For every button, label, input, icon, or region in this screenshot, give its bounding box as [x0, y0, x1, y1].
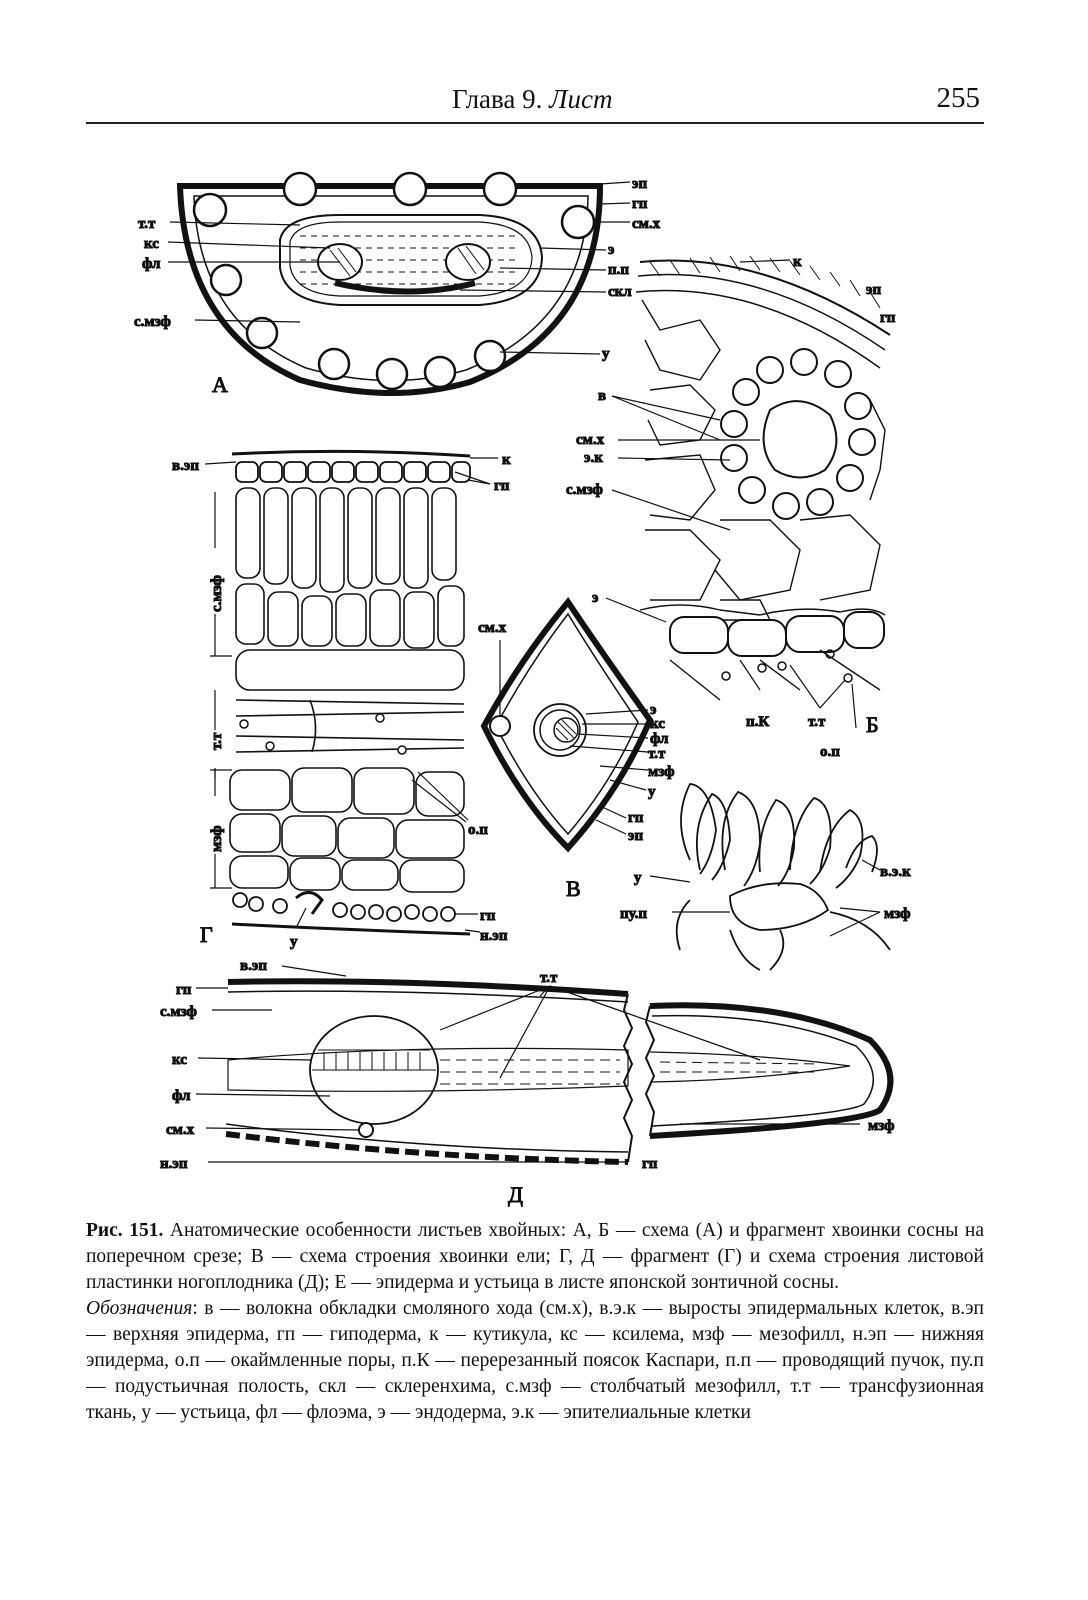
label-b-k: к [793, 254, 802, 270]
label-d-fl: фл [172, 1088, 191, 1104]
panel-label-g: Г [200, 922, 213, 947]
label-g-vep: в.эп [172, 458, 199, 474]
label-a-ep: эп [632, 176, 648, 192]
label-v-e: э [650, 702, 657, 718]
label-g-gp2: гп [480, 908, 496, 924]
label-b-v: в [598, 388, 607, 404]
label-b-gp: гп [880, 310, 896, 326]
panel-g-diagram [172, 451, 511, 950]
caption-label: Рис. 151. [86, 1220, 164, 1241]
chapter-title: Глава 9. Лист [452, 84, 613, 114]
panel-label-d: Д [508, 1182, 524, 1207]
label-g-nep: н.эп [480, 928, 508, 944]
panel-label-a: А [212, 372, 228, 397]
label-b-smh: см.х [576, 432, 605, 448]
panel-d-diagram [160, 958, 895, 1207]
label-a-fl: фл [142, 256, 161, 272]
label-a-skl: скл [608, 284, 632, 300]
caption-main [86, 1218, 984, 1296]
label-b-ep: эп [866, 282, 882, 298]
label-d-tt: т.т [540, 970, 558, 986]
label-d-smzf: с.мзф [160, 1004, 197, 1020]
label-g-gp: гп [494, 478, 510, 494]
figure-caption [86, 1218, 984, 1426]
label-b-smzf: с.мзф [566, 482, 603, 498]
label-g-op: о.п [468, 822, 488, 838]
label-g-smzf: с.мзф [209, 575, 225, 612]
label-v-gp: гп [628, 810, 644, 826]
label-a-ks: кс [144, 236, 159, 252]
label-a-smzf: с.мзф [134, 314, 171, 330]
label-d-mzf: мзф [868, 1118, 895, 1134]
panel-a-diagram [134, 173, 661, 397]
panel-b-diagram [566, 254, 896, 760]
label-a-u: у [602, 346, 610, 362]
caption-text: Анатомические особенности листьев хвойных: А, Б — схема (А) и фрагмент хвоинки сосны на поперечном срезе; В — схема строения хвоинки ели; Г, Д — фрагмент (Г) и схема строения листовой пластинки ногоплодника (Д); Е — эпидерма и устьица в листе японской зонтичной сосны. [86, 1220, 984, 1293]
label-g-mzf: мзф [209, 825, 225, 852]
label-d-gp: гп [176, 982, 192, 998]
label-e-u: у [634, 870, 642, 886]
label-v-ep: эп [628, 828, 644, 844]
legend-text: : в — волокна обкладки смоляного хода (см.х), в.э.к — выросты эпидермальных клеток, в.эп — верхняя эпидерма, гп — гиподерма, к — кутикула, кс — ксилема, мзф — мезофилл, н.эп — нижняя эпидерма, о.п — окаймленные поры, п.К — перерезанный поясок Каспари, п.п — проводящий пучок, пу.п — подустьичная полость, скл — склеренхима, с.мзф — столбчатый мезофилл, т.т — трансфузионная ткань, у — устьица, фл — флоэма, э — эндодерма, э.к — эпителиальные клетки [86, 1298, 984, 1423]
label-a-smh: см.х [632, 216, 661, 232]
label-b-op: о.п [820, 744, 840, 760]
label-v-ks: кс [650, 716, 665, 732]
label-a-pp: п.п [608, 262, 630, 278]
label-d-ks: кс [172, 1052, 187, 1068]
label-g-k: к [502, 452, 511, 468]
label-d-nep: н.эп [160, 1156, 188, 1172]
label-e-mzf: мзф [884, 906, 911, 922]
label-v-smh: см.х [478, 620, 507, 636]
label-g-u: у [290, 934, 298, 950]
label-b-pk: п.К [746, 714, 770, 730]
label-e-pup: пу.п [620, 906, 648, 922]
panel-v-diagram [478, 602, 675, 901]
label-d-gp2: гп [642, 1156, 658, 1172]
label-b-ek: э.к [584, 450, 603, 466]
panel-label-v: В [566, 876, 581, 901]
label-v-fl: фл [650, 731, 669, 747]
label-d-smh: см.х [166, 1122, 195, 1138]
label-v-mzf: мзф [648, 764, 675, 780]
label-e-vek: в.э.к [880, 864, 911, 880]
label-b-e: э [592, 590, 599, 606]
panel-e-diagram [620, 784, 911, 970]
page-number: 255 [936, 82, 980, 114]
label-b-tt: т.т [808, 714, 826, 730]
label-g-tt: т.т [209, 732, 225, 750]
label-a-gp: гп [632, 196, 648, 212]
label-d-vep: в.эп [240, 958, 267, 974]
label-v-u: у [648, 784, 656, 800]
label-a-e: э [608, 242, 615, 258]
legend-label: Обозначения [86, 1298, 193, 1319]
panel-label-b: Б [866, 712, 879, 737]
label-v-tt: т.т [648, 746, 666, 762]
caption-legend [86, 1296, 984, 1426]
label-a-tt: т.т [138, 216, 156, 232]
